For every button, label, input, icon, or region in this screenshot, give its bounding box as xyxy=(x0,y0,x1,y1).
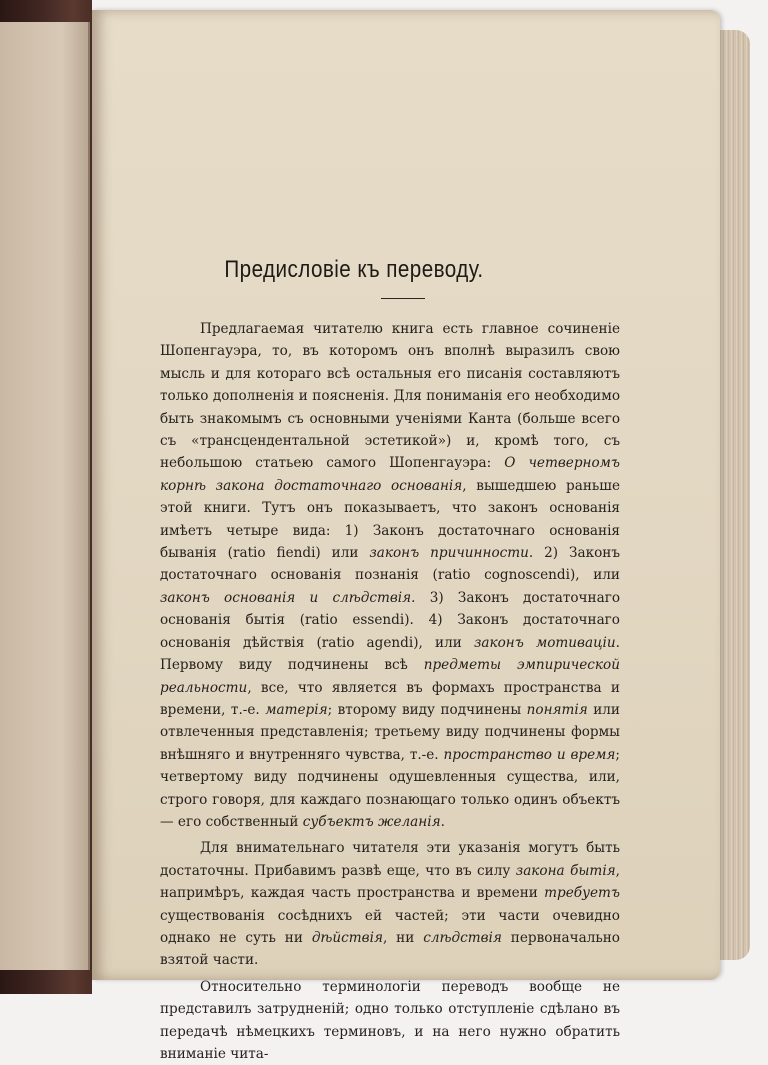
italic-term: законъ основанія и слѣдствія xyxy=(160,589,412,606)
text-segment: Для внимательнаго читателя эти указанія могутъ быть достаточны. Прибавимъ развѣ еще, что въ силу xyxy=(160,840,620,879)
heading-rule xyxy=(381,298,425,299)
text-segment: или отвлеченныя представленія; третьему виду подчинены формы внѣшняго и внутренняго чувства, т.-е. xyxy=(160,701,620,763)
text-segment: существованія сосѣднихъ ей частей; эти части очевидно однако не суть ни xyxy=(160,907,620,946)
italic-term: понятія xyxy=(526,701,588,718)
text-segment: . 3) Законъ достаточнаго основанія бытія (ratio essendi). 4) Законъ достаточнаго основанія дѣйствія (ratio agendi), или xyxy=(160,589,621,651)
text-segment: . 2) Законъ достаточнаго основанія познанія (ratio cognoscendi), или xyxy=(160,545,620,584)
text-segment: , ни xyxy=(382,929,424,946)
italic-term: законъ причинности xyxy=(369,545,529,562)
text-segment: первоначально взятой части. xyxy=(160,929,620,969)
text-segment: Предлагаемая читателю книга есть главное сочиненіе Шопенгауэра, то, въ которомъ онъ вполнѣ выразилъ свою мысль и для котораго всѣ остальныя его писанія составляютъ только дополненія и поясненія. Для пониманія его необходимо быть знакомымъ съ основными ученіями Канта (больше всего съ «трансцендентальной эстетикой») и, кромѣ того, съ небольшою статьею самого Шопенгауэра: xyxy=(160,321,620,472)
italic-term: пространство и время xyxy=(443,746,616,763)
text-segment: , напримѣръ, каждая часть пространства и времени xyxy=(160,862,620,902)
text-segment: . xyxy=(440,813,445,830)
italic-term: требуетъ xyxy=(544,885,620,902)
text-segment: ; четвертому виду подчинены одушевленныя существа, или, строго говоря, для каждаго познающаго только одинъ объектъ— его собственный xyxy=(160,746,620,830)
text-segment: , вышедшею раньше этой книги. Тутъ онъ показываетъ, что законъ основанія имѣетъ четыре вида: 1) Законъ достаточнаго основанія быванія (ratio fiendi) или xyxy=(160,477,620,562)
italic-term: законъ мотиваціи xyxy=(473,634,616,651)
text-segment: ; второму виду подчинены xyxy=(327,701,527,718)
italic-term: предметы эмпирической реальности xyxy=(160,657,620,696)
paragraph-3 xyxy=(160,976,620,1065)
italic-term: матерія xyxy=(265,701,328,718)
italic-term: слѣдствія xyxy=(423,929,502,946)
paragraph-1 xyxy=(160,318,620,833)
page-heading: Предисловіе къ переводу. xyxy=(224,256,484,283)
paragraph-2 xyxy=(160,837,620,971)
text-segment: . Первому виду подчинены всѣ xyxy=(160,634,620,674)
italic-term: закона бытія xyxy=(515,862,616,879)
italic-term: субъектъ желанія xyxy=(302,813,441,830)
text-segment: Относительно терминологіи переводъ вообще не представилъ затрудненій; одно только отступленіе сдѣлано въ передачѣ нѣмецкихъ терминовъ, и на него нужно обратить вниманіе чита- xyxy=(160,978,620,1062)
italic-term: дѣйствія xyxy=(311,929,383,946)
italic-term: О четверномъ корнѣ закона достаточнаго основанія xyxy=(160,455,620,494)
left-page-edge xyxy=(0,22,90,970)
body-text xyxy=(160,318,620,1065)
text-segment: , все, что является въ формахъ пространства и времени, т.-е. xyxy=(160,679,620,718)
